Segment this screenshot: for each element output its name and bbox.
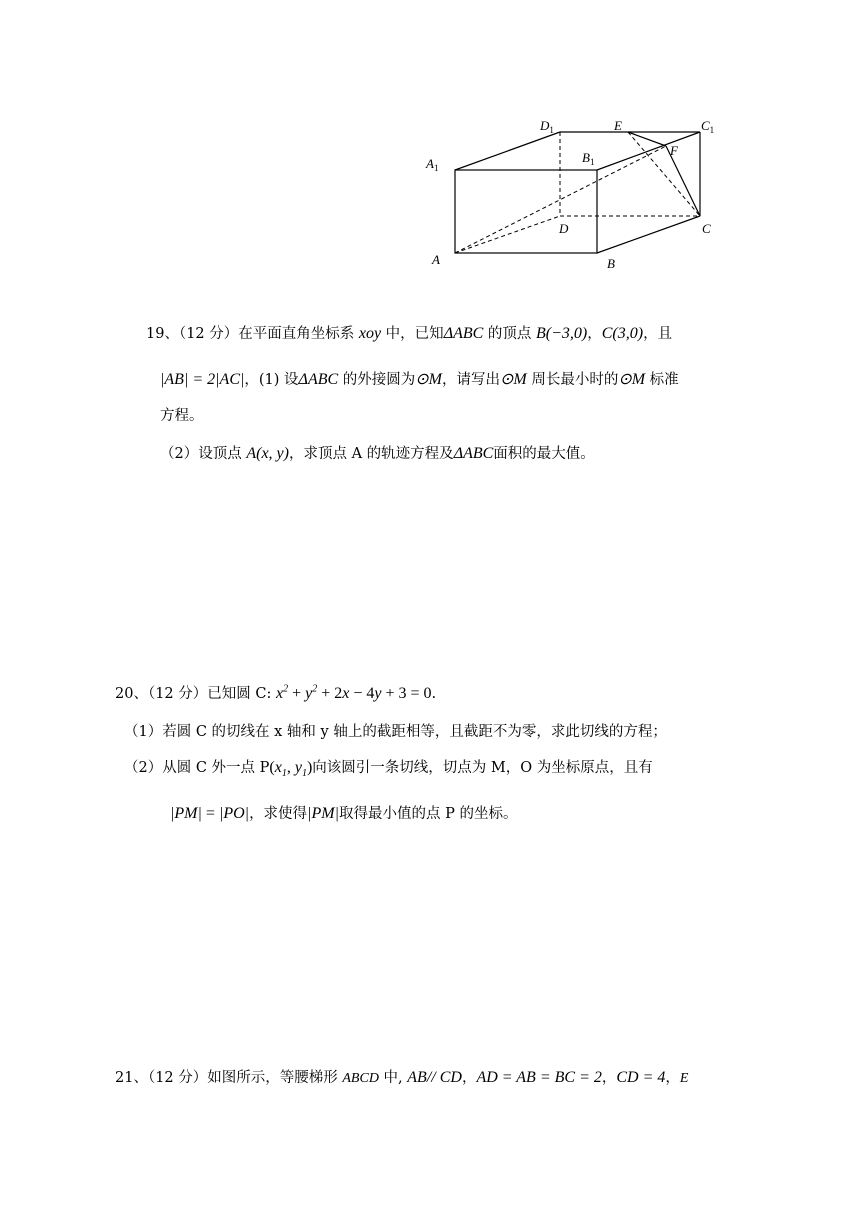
edge-b1-c1 (597, 132, 700, 170)
xoy-symbol: xoy (358, 325, 382, 342)
point-p-coords: ($x_1$, $y_1$) (269, 759, 313, 780)
edge-a-d (455, 216, 560, 253)
triangle-abc: ΔABC (453, 445, 494, 462)
abs-equation: |AB| = 2|AC| (160, 371, 245, 388)
label-e: E (614, 118, 622, 133)
q21-line-1: 21、（12 分）如图所示，等腰梯形 ABCD 中, AB// CD，AD = AB = BC = 2，CD = 4，E (115, 1069, 689, 1086)
edge-a1-d1 (455, 132, 560, 170)
circle-m: ⊙M (618, 371, 646, 388)
trapezoid-abcd: ABCD (342, 1071, 379, 1086)
cd-length: CD = 4 (616, 1069, 666, 1086)
q20-line-3: （2）从圆 C 外一点 $P(x_1$, $y_1$)向该圆引一条切线，切点为 M，O 为坐标原点，且有 (124, 759, 653, 780)
abs-pm: |PM| (170, 805, 202, 822)
abs-pm: |PM| (307, 805, 339, 822)
label-a: A (432, 252, 440, 267)
q20-line-2: （1）若圆 C 的切线在 x 轴和 y 轴上的截距相等，且截距不为零，求此切线的方程； (124, 724, 667, 740)
label-d1: $D_1$ (540, 118, 554, 135)
q20-line-4: |PM| = |PO|，求使得|PM|取得最小值的点 P 的坐标。 (170, 805, 518, 822)
point-a: A(x, y) (246, 445, 289, 462)
point-e: E (679, 1071, 689, 1086)
circle-m: ⊙M (500, 371, 527, 388)
label-c: C (702, 221, 711, 236)
point-c: C(3,0) (601, 325, 644, 342)
label-d: D (559, 221, 569, 236)
circle-equation: $x^2 + y^2 + 2x - 4y + 3 = 0$ (275, 683, 432, 702)
label-a1: $A_1$ (426, 156, 439, 173)
point-b: B(−3,0) (536, 325, 588, 342)
segment-e-c (628, 132, 700, 216)
q19-line-2: |AB| = 2|AC|，(1) 设ΔABC 的外接圆为⊙M，请写出⊙M 周长最小时的⊙M 标准 (160, 371, 679, 388)
cuboid-figure (420, 112, 730, 277)
q21-number: 21 (115, 1070, 134, 1086)
q19-line-4: （2）设顶点 A(x, y)，求顶点 A 的轨迹方程及ΔABC面积的最大值。 (160, 445, 595, 462)
label-b1: $B_1$ (582, 150, 595, 167)
equal-sides: AD = AB = BC = 2 (476, 1069, 602, 1086)
circle-m: ⊙M (415, 371, 442, 388)
label-c1: $C_1$ (701, 118, 715, 135)
label-f: F (670, 143, 678, 158)
q19-line-1: 19、（12 分）在平面直角坐标系 xoy 中，已知ΔABC 的顶点 B(−3,0)，C(3,0)，且 (146, 325, 673, 342)
edge-b-c (597, 216, 700, 253)
parallel-condition: AB// CD (407, 1069, 462, 1086)
triangle-abc: ΔABC (298, 371, 339, 388)
q19-number: 19 (146, 326, 165, 342)
triangle-abc: ΔABC (443, 325, 484, 342)
q20-line-1: 20、（12 分）已知圆 C: $x^2 + y^2 + 2x - 4y + 3 = 0$. (115, 683, 437, 702)
q20-number: 20 (115, 686, 134, 702)
cuboid-diagram (420, 112, 730, 277)
label-b: B (607, 256, 615, 271)
front-face (455, 170, 597, 253)
q19-line-3: 方程。 (160, 408, 204, 424)
abs-po: |PO| (218, 805, 250, 822)
